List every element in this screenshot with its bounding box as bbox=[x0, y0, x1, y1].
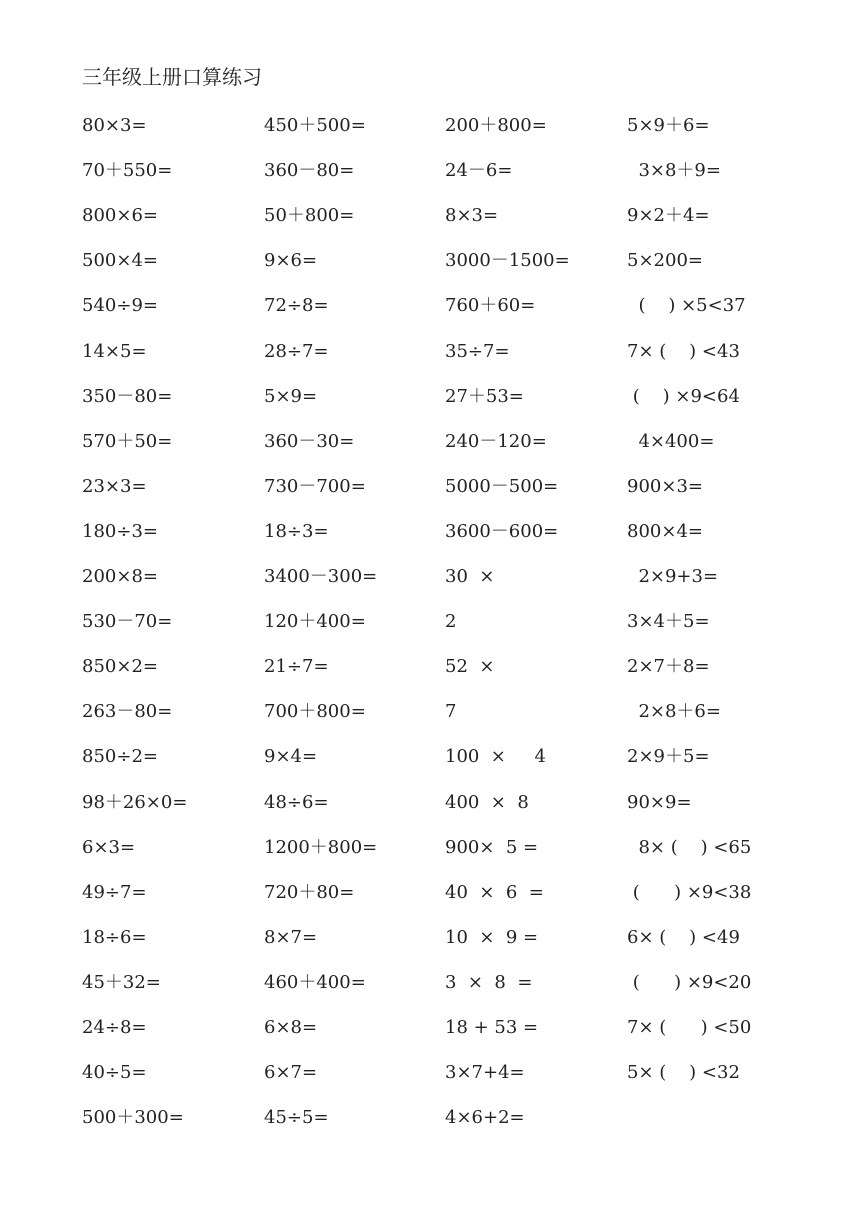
arithmetic-problem: 4×6+2= bbox=[445, 1107, 525, 1128]
arithmetic-problem: 21÷7= bbox=[264, 656, 329, 677]
arithmetic-problem: 18÷3= bbox=[264, 521, 329, 542]
problem-row bbox=[82, 968, 802, 998]
problem-row bbox=[82, 472, 802, 502]
arithmetic-problem: 3400－300= bbox=[264, 566, 378, 587]
arithmetic-problem: 180÷3= bbox=[82, 521, 158, 542]
arithmetic-problem: 263－80= bbox=[82, 701, 173, 722]
arithmetic-problem: 27＋53= bbox=[445, 386, 524, 407]
arithmetic-problem: 28÷7= bbox=[264, 341, 329, 362]
problem-row bbox=[82, 878, 802, 908]
arithmetic-problem: 45＋32= bbox=[82, 972, 161, 993]
arithmetic-problem: 760＋60= bbox=[445, 295, 536, 316]
arithmetic-problem: 5×200= bbox=[627, 250, 703, 271]
arithmetic-problem: 2×7＋8= bbox=[627, 656, 710, 677]
arithmetic-problem: ( ) ×9<20 bbox=[627, 972, 752, 993]
arithmetic-problem: 18÷6= bbox=[82, 927, 147, 948]
arithmetic-problem: 800×6= bbox=[82, 205, 158, 226]
arithmetic-problem: 100 × 4 bbox=[445, 746, 546, 767]
arithmetic-problem: 5×9＋6= bbox=[627, 115, 710, 136]
arithmetic-problem: ( ) ×5<37 bbox=[627, 295, 746, 316]
arithmetic-problem: 8×3= bbox=[445, 205, 499, 226]
problem-row bbox=[82, 562, 802, 592]
arithmetic-problem: 2 bbox=[445, 611, 457, 632]
arithmetic-problem: 1200＋800= bbox=[264, 837, 378, 858]
arithmetic-problem: 23×3= bbox=[82, 476, 147, 497]
arithmetic-problem: 72÷8= bbox=[264, 295, 329, 316]
arithmetic-problem: 450＋500= bbox=[264, 115, 366, 136]
problem-row bbox=[82, 697, 802, 727]
problem-row bbox=[82, 1103, 802, 1133]
arithmetic-problem: 120＋400= bbox=[264, 611, 366, 632]
arithmetic-problem: 500×4= bbox=[82, 250, 158, 271]
arithmetic-problem: 40÷5= bbox=[82, 1062, 147, 1083]
worksheet-title: 三年级上册口算练习 bbox=[82, 65, 262, 89]
arithmetic-problem: 98＋26×0= bbox=[82, 792, 188, 813]
arithmetic-problem: 4×400= bbox=[627, 431, 715, 452]
arithmetic-problem: 5×9= bbox=[264, 386, 318, 407]
arithmetic-problem: 2×9＋5= bbox=[627, 746, 710, 767]
arithmetic-problem: 52 × bbox=[445, 656, 495, 677]
arithmetic-problem: 530－70= bbox=[82, 611, 173, 632]
arithmetic-problem: 730－700= bbox=[264, 476, 366, 497]
arithmetic-problem: 5× ( ) <32 bbox=[627, 1062, 740, 1083]
arithmetic-problem: 360－80= bbox=[264, 160, 355, 181]
arithmetic-problem: 3600－600= bbox=[445, 521, 559, 542]
arithmetic-problem: 5000－500= bbox=[445, 476, 559, 497]
arithmetic-problem: 900×3= bbox=[627, 476, 703, 497]
arithmetic-problem: 900× 5 = bbox=[445, 837, 539, 858]
arithmetic-problem: 3×4＋5= bbox=[627, 611, 710, 632]
arithmetic-problem: 7× ( ) <43 bbox=[627, 341, 740, 362]
arithmetic-problem: 3×8＋9= bbox=[627, 160, 721, 181]
arithmetic-problem: 30 × bbox=[445, 566, 495, 587]
arithmetic-problem: 35÷7= bbox=[445, 341, 510, 362]
arithmetic-problem: 800×4= bbox=[627, 521, 703, 542]
arithmetic-problem: 7× ( ) <50 bbox=[627, 1017, 752, 1038]
arithmetic-problem: 90×9= bbox=[627, 792, 692, 813]
arithmetic-problem: 9×6= bbox=[264, 250, 318, 271]
arithmetic-problem: 24－6= bbox=[445, 160, 513, 181]
arithmetic-problem: 14×5= bbox=[82, 341, 147, 362]
arithmetic-problem: 720＋80= bbox=[264, 882, 355, 903]
problem-row bbox=[82, 1013, 802, 1043]
arithmetic-problem: 8× ( ) <65 bbox=[627, 837, 752, 858]
arithmetic-problem: 6×3= bbox=[82, 837, 136, 858]
problem-row bbox=[82, 652, 802, 682]
arithmetic-problem: 2×8＋6= bbox=[627, 701, 721, 722]
arithmetic-problem: 6×7= bbox=[264, 1062, 318, 1083]
arithmetic-problem: 6×8= bbox=[264, 1017, 318, 1038]
arithmetic-problem: ( ) ×9<38 bbox=[627, 882, 752, 903]
arithmetic-problem: 8×7= bbox=[264, 927, 318, 948]
arithmetic-problem: 540÷9= bbox=[82, 295, 158, 316]
problem-row bbox=[82, 111, 802, 141]
arithmetic-problem: 45÷5= bbox=[264, 1107, 329, 1128]
arithmetic-problem: 700＋800= bbox=[264, 701, 366, 722]
arithmetic-problem: ( ) ×9<64 bbox=[627, 386, 740, 407]
arithmetic-problem: 200×8= bbox=[82, 566, 158, 587]
problem-row bbox=[82, 427, 802, 457]
arithmetic-problem: 2×9+3= bbox=[627, 566, 719, 587]
arithmetic-problem: 18 + 53 = bbox=[445, 1017, 539, 1038]
arithmetic-problem: 80×3= bbox=[82, 115, 147, 136]
problem-row bbox=[82, 337, 802, 367]
arithmetic-problem: 240－120= bbox=[445, 431, 547, 452]
arithmetic-problem: 24÷8= bbox=[82, 1017, 147, 1038]
arithmetic-problem: 570＋50= bbox=[82, 431, 173, 452]
arithmetic-problem: 9×4= bbox=[264, 746, 318, 767]
arithmetic-problem: 400 × 8 bbox=[445, 792, 529, 813]
arithmetic-problem: 200＋800= bbox=[445, 115, 547, 136]
arithmetic-problem: 7 bbox=[445, 701, 457, 722]
problem-row bbox=[82, 382, 802, 412]
problem-row bbox=[82, 607, 802, 637]
arithmetic-problem: 460＋400= bbox=[264, 972, 366, 993]
arithmetic-problem: 6× ( ) <49 bbox=[627, 927, 740, 948]
arithmetic-problem: 9×2＋4= bbox=[627, 205, 710, 226]
problem-row bbox=[82, 923, 802, 953]
problem-row bbox=[82, 246, 802, 276]
problem-row bbox=[82, 833, 802, 863]
arithmetic-problem: 3000－1500= bbox=[445, 250, 570, 271]
arithmetic-problem: 40 × 6 = bbox=[445, 882, 544, 903]
problem-row bbox=[82, 517, 802, 547]
arithmetic-problem: 850×2= bbox=[82, 656, 158, 677]
arithmetic-problem: 49÷7= bbox=[82, 882, 147, 903]
arithmetic-problem: 3×7+4= bbox=[445, 1062, 525, 1083]
problem-row bbox=[82, 788, 802, 818]
arithmetic-problem: 500＋300= bbox=[82, 1107, 184, 1128]
problem-row bbox=[82, 291, 802, 321]
problem-row bbox=[82, 742, 802, 772]
problem-row bbox=[82, 156, 802, 186]
arithmetic-problem: 3 × 8 = bbox=[445, 972, 533, 993]
arithmetic-problem: 350－80= bbox=[82, 386, 173, 407]
problem-row bbox=[82, 201, 802, 231]
arithmetic-problem: 50＋800= bbox=[264, 205, 355, 226]
arithmetic-problem: 70＋550= bbox=[82, 160, 173, 181]
arithmetic-problem: 850÷2= bbox=[82, 746, 158, 767]
arithmetic-problem: 10 × 9 = bbox=[445, 927, 539, 948]
arithmetic-problem: 360－30= bbox=[264, 431, 355, 452]
problem-row bbox=[82, 1058, 802, 1088]
arithmetic-problem: 48÷6= bbox=[264, 792, 329, 813]
